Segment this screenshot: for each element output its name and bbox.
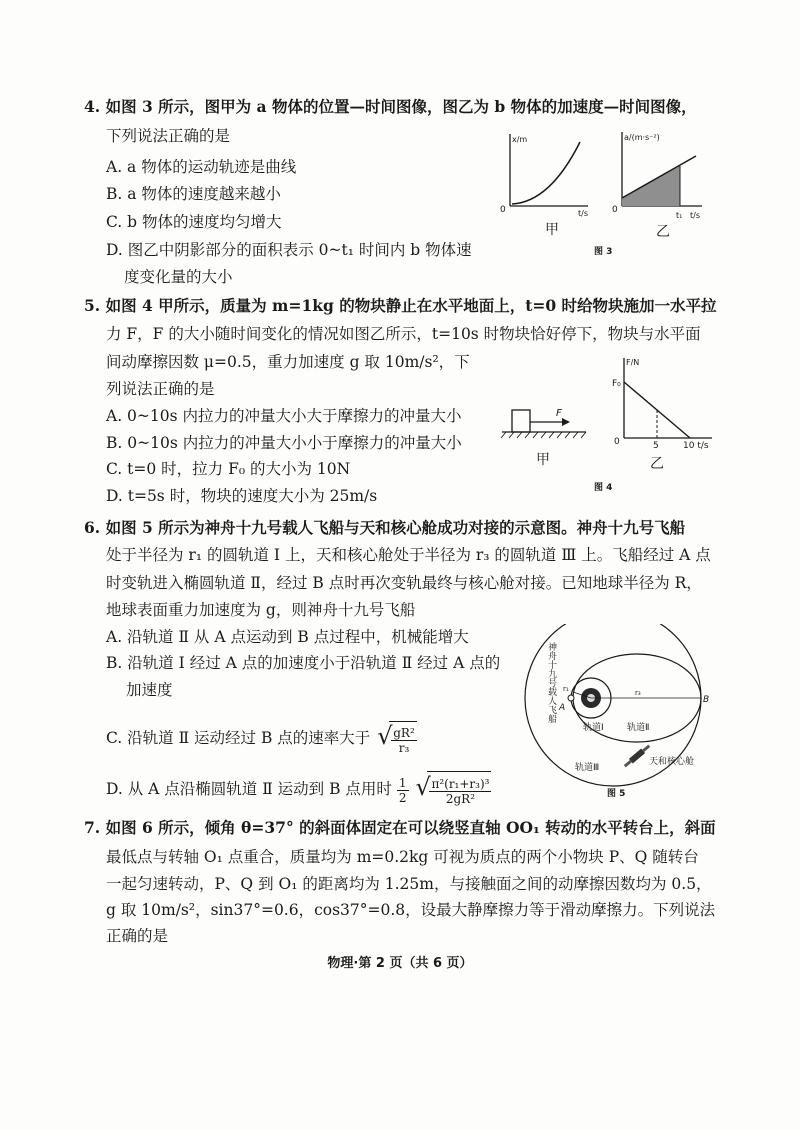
station-icon bbox=[623, 743, 651, 768]
jia-origin: 0 bbox=[500, 205, 506, 215]
yi-caption: 乙 bbox=[656, 224, 670, 240]
jia-caption-4: 甲 bbox=[536, 452, 550, 468]
ground-hatch bbox=[501, 432, 586, 438]
block bbox=[512, 410, 530, 432]
station-label: 天和核心舱 bbox=[649, 757, 695, 767]
q4-stem-line1: 4. 如图 3 所示，图甲为 a 物体的位置—时间图像，图乙为 b 物体的加速度—时间图像， bbox=[84, 97, 697, 116]
orbit-3-label: 轨道Ⅲ bbox=[575, 763, 600, 773]
page-footer: 物理·第 2 页（共 6 页） bbox=[327, 956, 473, 971]
q6-d-numerator: √ π²(r₁+r₃)³ bbox=[431, 777, 490, 791]
r1-label: r₁ bbox=[563, 685, 569, 693]
ship-label: 神舟十九号载人飞船 bbox=[546, 642, 556, 723]
q7-stem-line3: 一起匀速转动，P、Q 到 O₁ 的距离均为 1.25m，与接触面之间的动摩擦因数均为 0.5， bbox=[106, 875, 712, 893]
q7-stem-line1: 7. 如图 6 所示，倾角 θ=37° 的斜面体固定在可以绕竖直轴 OO₁ 转动的水平转台上，斜面 bbox=[84, 818, 716, 837]
q5-option-d: D. t=5s 时，物块的速度大小为 25m/s bbox=[106, 487, 378, 505]
q7-stem-line2: 最低点与转轴 O₁ 点重合，质量均为 m=0.2kg 可视为质点的两个小物块 P、Q 随转台 bbox=[106, 848, 699, 866]
jia-y-label: x/m bbox=[512, 135, 528, 144]
yi-origin: 0 bbox=[612, 205, 618, 215]
q6-c-numerator: √ gR² bbox=[393, 726, 415, 740]
q6-stem-line3: 时变轨进入椭圆轨道 Ⅱ，经过 B 点时再次变轨最终与核心舱对接。已知地球半径为 R， bbox=[106, 574, 702, 592]
q6-c-denominator: r₃ bbox=[398, 741, 410, 755]
q5-stem-line3: 间动摩擦因数 μ=0.5，重力加速度 g 取 10m/s²，下 bbox=[106, 353, 470, 371]
q5-option-c: C. t=0 时，拉力 F₀ 的大小为 10N bbox=[106, 460, 351, 478]
q6-option-c-text: C. 沿轨道 Ⅱ 运动经过 B 点的速率大于 bbox=[106, 729, 371, 747]
point-b-label: B bbox=[703, 695, 710, 705]
yi4-f0-label: F₀ bbox=[612, 379, 621, 389]
jia-caption: 甲 bbox=[545, 222, 559, 238]
figure-5-caption: 图 5 bbox=[607, 789, 626, 799]
q5-option-a: A. 0~10s 内拉力的冲量大小大于摩擦力的冲量大小 bbox=[106, 407, 462, 425]
q6-option-d bbox=[106, 770, 491, 810]
q5-stem-line2: 力 F，F 的大小随时间变化的情况如图乙所示，t=10s 时物块恰好停下，物块与水平面 bbox=[106, 325, 701, 343]
yi-x-label: t/s bbox=[690, 211, 700, 220]
yi4-t5-label: 5 bbox=[653, 441, 659, 451]
r3-label: r₃ bbox=[635, 689, 641, 697]
yi-y-label: a/(m·s⁻²) bbox=[624, 133, 660, 142]
q4-option-c: C. b 物体的速度均匀增大 bbox=[106, 213, 282, 231]
q7-stem-line5: 正确的是 bbox=[106, 927, 169, 945]
yi4-y-label: F/N bbox=[626, 358, 640, 367]
q6-option-d-text: D. 从 A 点沿椭圆轨道 Ⅱ 运动到 B 点用时 bbox=[106, 780, 392, 798]
jia-curve bbox=[512, 142, 580, 204]
yi-shaded-area bbox=[622, 166, 680, 206]
q7-stem-line4: g 取 10m/s²，sin37°=0.6，cos37°=0.8，设最大静摩擦力等于滑动摩擦力。下列说法 bbox=[106, 901, 716, 919]
figure-4 bbox=[490, 352, 720, 494]
q6-option-c bbox=[106, 720, 417, 758]
yi4-t10-label: 10 t/s bbox=[683, 441, 709, 451]
q6-stem-line2: 处于半径为 r₁ 的圆轨道 Ⅰ 上，天和核心舱处于半径为 r₃ 的圆轨道 Ⅲ 上。飞船经过 A 点 bbox=[106, 546, 711, 564]
q6-d-denominator: 2gR² bbox=[445, 792, 476, 806]
jia-x-label: t/s bbox=[578, 209, 588, 218]
yi-t1-label: t₁ bbox=[676, 211, 683, 220]
q4-option-d-line2: 度变化量的大小 bbox=[124, 268, 233, 286]
q5-option-b: B. 0~10s 内拉力的冲量大小小于摩擦力的冲量大小 bbox=[106, 434, 462, 452]
q4-option-d-line1: D. 图乙中阴影部分的面积表示 0~t₁ 时间内 b 物体速 bbox=[106, 241, 472, 259]
q4-stem-line2: 下列说法正确的是 bbox=[106, 127, 231, 145]
q6-stem-line4: 地球表面重力加速度为 g，则神舟十九号飞船 bbox=[106, 601, 416, 619]
q6-option-b-line1: B. 沿轨道 Ⅰ 经过 A 点的加速度小于沿轨道 Ⅱ 经过 A 点的 bbox=[106, 654, 501, 672]
figure-3-caption: 图 3 bbox=[594, 247, 613, 257]
q5-stem-line4: 列说法正确的是 bbox=[106, 380, 215, 398]
figure-5 bbox=[515, 624, 725, 800]
figure-4-caption: 图 4 bbox=[594, 483, 613, 493]
q6-d-half-den: 2 bbox=[398, 790, 407, 805]
figure-3 bbox=[490, 128, 720, 260]
point-a-label: A bbox=[559, 703, 566, 713]
q5-stem-line1: 5. 如图 4 甲所示，质量为 m=1kg 的物块静止在水平地面上，t=0 时给物块施加一水平拉 bbox=[84, 296, 717, 315]
q4-option-b: B. a 物体的速度越来越小 bbox=[106, 185, 281, 203]
q6-option-c-sqrt bbox=[389, 721, 417, 758]
q6-option-b-line2: 加速度 bbox=[126, 681, 173, 699]
q6-stem-line1: 6. 如图 5 所示为神舟十九号载人飞船与天和核心舱成功对接的示意图。神舟十九号飞船 bbox=[84, 518, 686, 537]
q6-option-a: A. 沿轨道 Ⅱ 从 A 点运动到 B 点过程中，机械能增大 bbox=[106, 628, 469, 646]
yi4-origin: 0 bbox=[614, 437, 620, 447]
orbit-2-label: 轨道Ⅱ bbox=[627, 723, 650, 733]
force-arrow-head bbox=[562, 418, 570, 426]
orbit-1-label: 轨道Ⅰ bbox=[583, 723, 604, 733]
q6-d-half-num: 1 bbox=[398, 775, 407, 790]
q4-option-a: A. a 物体的运动轨迹是曲线 bbox=[106, 158, 297, 176]
q6-option-d-sqrt bbox=[427, 771, 491, 810]
force-label: F bbox=[556, 408, 562, 419]
yi4-caption: 乙 bbox=[650, 456, 664, 472]
point-a-ship bbox=[568, 695, 574, 701]
